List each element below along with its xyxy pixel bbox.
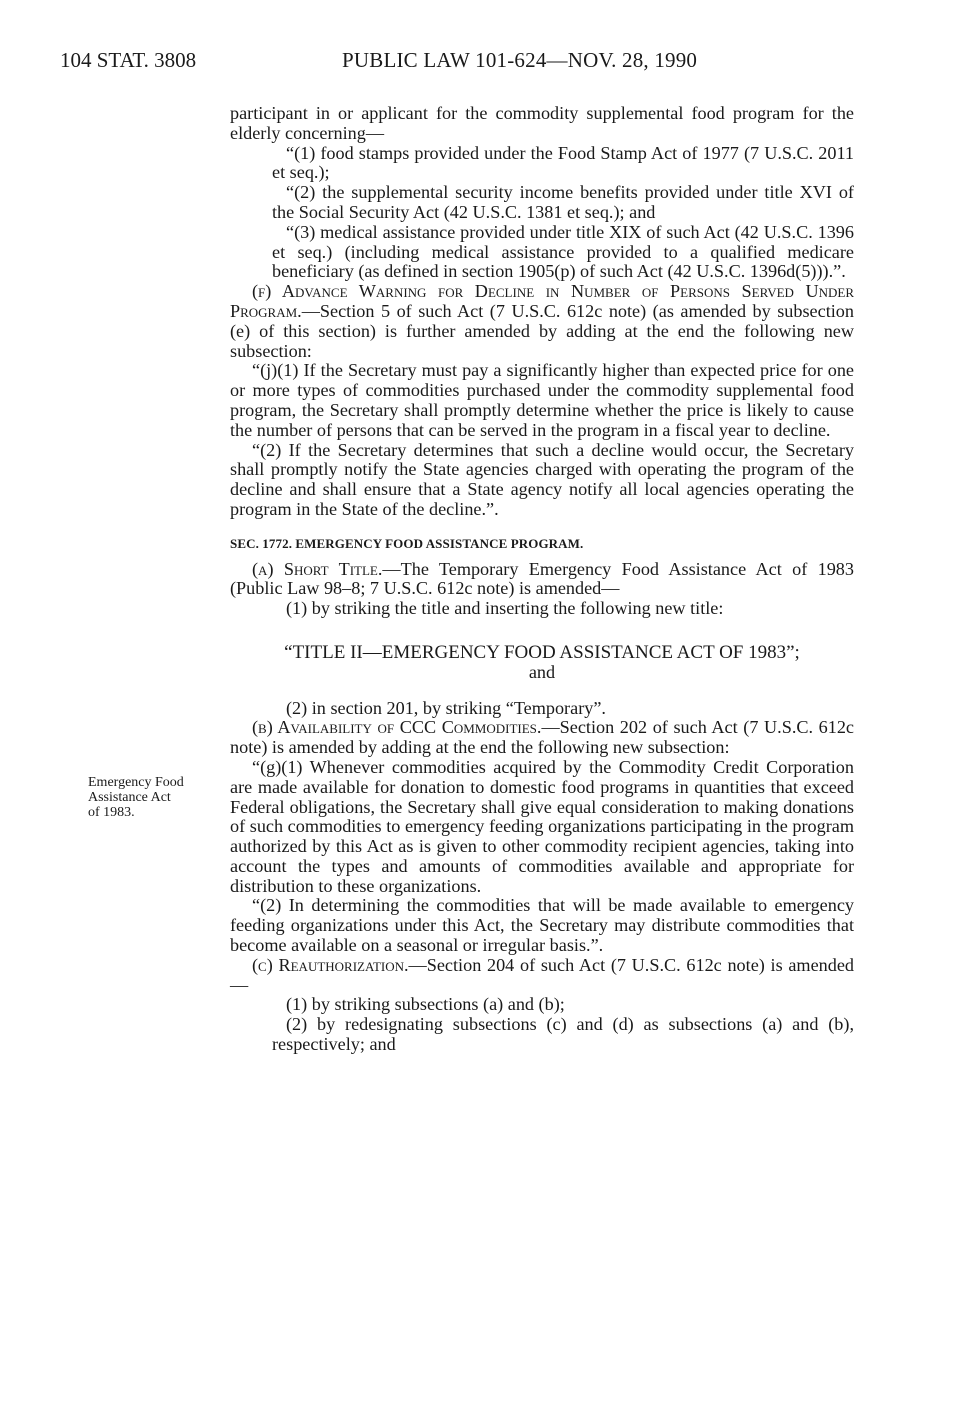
- paragraph-text: —The Temporary Emergency Food Assistance Act of 1983 (Public Law 98–8; 7 U.S.C. 612c note) is amended—: [230, 558, 854, 599]
- margin-note-line: of 1983.: [88, 805, 135, 820]
- paragraph: (1) by striking the title and inserting the following new title:: [286, 598, 724, 619]
- paragraph-text: —Section 5 of such Act (7 U.S.C. 612c note) (as amended by subsection (e) of this section) is further amended by adding at the end the following new subsection:: [230, 300, 854, 361]
- paragraph-text: —Section 204 of such Act (7 U.S.C. 612c note) is amended—: [230, 954, 855, 995]
- subsection-heading: (f) Advance Warning for Decline in Number of Persons Served Under Program.: [230, 281, 854, 321]
- margin-note-line: Assistance Act: [88, 790, 171, 805]
- paragraph: (1) by striking subsections (a) and (b);: [286, 994, 565, 1015]
- document-body: [230, 104, 854, 1055]
- conjunction: and: [528, 661, 556, 682]
- paragraph: “(2) In determining the commodities that will be made available to emergency feeding organizations under this Act, the Secretary may distribute commodities that become available on a seasonal or irregular basis.”.: [230, 895, 854, 956]
- margin-note: [88, 775, 228, 820]
- subsection-heading: (b) Availability of CCC Commodities.: [252, 717, 542, 738]
- paragraph: “(2) the supplemental security income benefits provided under title XVI of the Social Security Act (42 U.S.C. 1381 et seq.); and: [272, 182, 854, 222]
- page-reference: 104 STAT. 3808: [60, 48, 197, 72]
- paragraph: [230, 560, 854, 600]
- paragraph: “(1) food stamps provided under the Food Stamp Act of 1977 (7 U.S.C. 2011 et seq.);: [272, 142, 854, 183]
- paragraph: “(3) medical assistance provided under title XIX of such Act (42 U.S.C. 1396 et seq.) (including medical assistance provided to a qualified medicare beneficiary (as defined in section 1905(p) of such Act (42 U.S.C. 1396d(5))).”.: [272, 221, 854, 282]
- inserted-title: “TITLE II—EMERGENCY FOOD ASSISTANCE ACT OF 1983”;: [284, 641, 800, 663]
- paragraph: [230, 956, 854, 996]
- paragraph: [230, 718, 854, 758]
- paragraph: [230, 282, 854, 361]
- paragraph: “(j)(1) If the Secretary must pay a significantly higher than expected price for one or more types of commodities purchased under the commodity supplemental food program, the Secretary shall promptly determine whether the price is likely to cause the number of persons that can be served in the program in a fiscal year to decline.: [230, 360, 854, 440]
- paragraph: participant in or applicant for the commodity supplemental food program for the elderly concerning—: [230, 103, 854, 143]
- section-heading: SEC. 1772. EMERGENCY FOOD ASSISTANCE PROGRAM.: [230, 535, 584, 551]
- subsection-heading: (a) Short Title.: [252, 558, 383, 579]
- paragraph: (2) in section 201, by striking “Temporary”.: [286, 697, 606, 718]
- paragraph: “(g)(1) Whenever commodities acquired by the Commodity Credit Corporation are made available for donation to domestic food programs in quantities that exceed Federal obligations, the Secretary shall give equal consideration to making donations of such commodities to emergency feeding organizations participating in the program authorized by this Act as is given to other commodity recipient agencies, taking into account the types and amounts of commodities available and appropriate for distribution to these organizations.: [230, 756, 854, 896]
- paragraph: “(2) If the Secretary determines that such a decline would occur, the Secretary shall promptly notify the State agencies charged with operating the program of the decline and shall ensure that a State agency notify all local agencies operating the program in the State of the decline.”.: [230, 439, 854, 519]
- page-header: [60, 48, 900, 88]
- paragraph-text: —Section 202 of such Act (7 U.S.C. 612c note) is amended by adding at the end the following new subsection:: [230, 717, 855, 758]
- law-reference: PUBLIC LAW 101-624—NOV. 28, 1990: [342, 48, 698, 72]
- margin-note-line: Emergency Food: [88, 775, 184, 790]
- subsection-heading: (c) Reauthorization.: [252, 954, 409, 975]
- paragraph: (2) by redesignating subsections (c) and (d) as subsections (a) and (b), respectively; and: [272, 1014, 854, 1055]
